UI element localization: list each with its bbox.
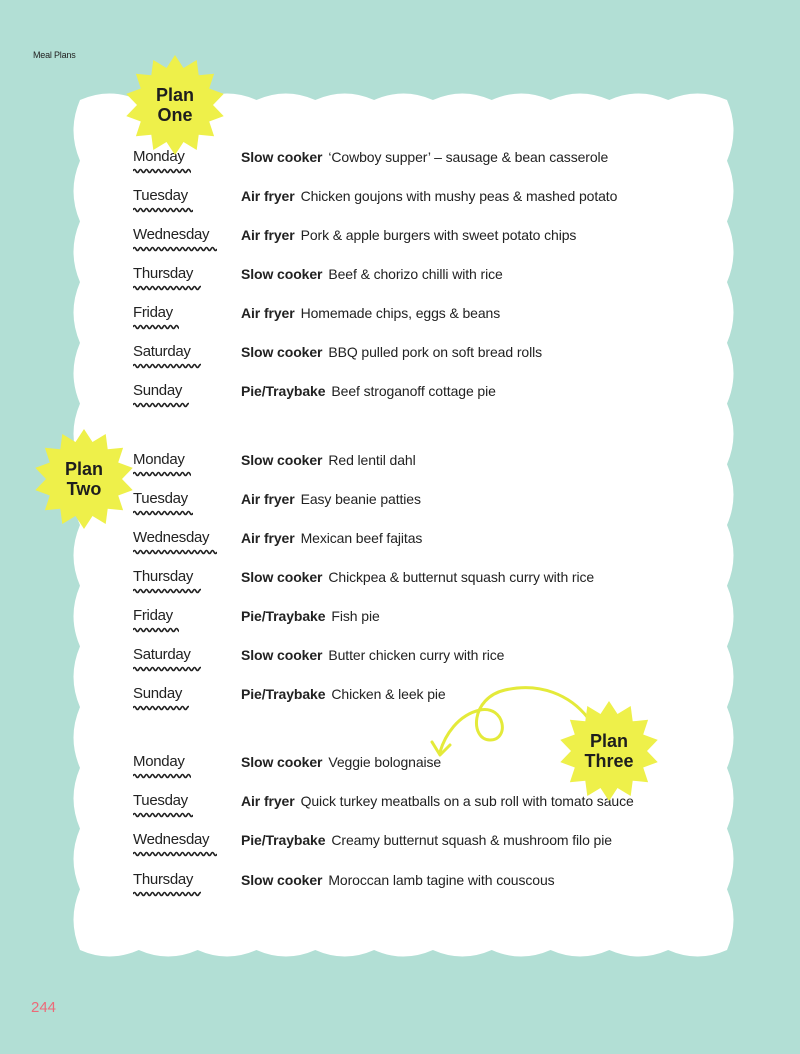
day-label: Sunday [133, 382, 183, 399]
plan-badge-label: Plan One [155, 85, 194, 125]
cooking-method: Slow cooker [241, 344, 323, 360]
meal-row [133, 187, 733, 215]
meal-description [241, 530, 422, 546]
day-label: Wednesday [133, 831, 210, 848]
day-label: Friday [133, 607, 173, 624]
meal-row [133, 451, 733, 479]
cooking-method: Air fryer [241, 530, 295, 546]
day-label: Saturday [133, 343, 191, 360]
meal-row [133, 265, 733, 293]
meal-row [133, 529, 733, 557]
meal-name: Quick turkey meatballs on a sub roll with tomato sauce [300, 793, 634, 809]
cooking-method: Air fryer [241, 305, 295, 321]
meal-row [133, 646, 733, 674]
meal-description [241, 188, 617, 204]
meal-name: BBQ pulled pork on soft bread rolls [328, 344, 542, 360]
section-header: Meal Plans [33, 50, 76, 60]
cooking-method: Pie/Traybake [241, 832, 326, 848]
meal-name: Beef stroganoff cottage pie [331, 383, 496, 399]
plan-badge [29, 424, 139, 534]
meal-description [241, 608, 380, 624]
meal-row [133, 568, 733, 596]
cooking-method: Air fryer [241, 188, 295, 204]
day-label: Wednesday [133, 226, 210, 243]
meal-name: Red lentil dahl [328, 452, 416, 468]
meal-description [241, 266, 503, 282]
meal-name: Veggie bolognaise [328, 754, 442, 770]
cooking-method: Air fryer [241, 227, 295, 243]
day-label: Tuesday [133, 792, 188, 809]
plan-badge-label: Plan Two [64, 459, 103, 499]
meal-name: Creamy butternut squash & mushroom filo pie [331, 832, 612, 848]
day-label: Thursday [133, 568, 194, 585]
day-label: Wednesday [133, 529, 210, 546]
day-label: Tuesday [133, 187, 188, 204]
day-label: Monday [133, 753, 185, 770]
meal-description [241, 754, 441, 770]
day-label: Friday [133, 304, 173, 321]
day-label: Thursday [133, 265, 194, 282]
meal-row [133, 382, 733, 410]
meal-row [133, 607, 733, 635]
meal-description [241, 872, 555, 888]
plan-badge [120, 50, 230, 160]
cooking-method: Air fryer [241, 491, 295, 507]
meal-row [133, 343, 733, 371]
meal-description [241, 305, 500, 321]
cooking-method: Pie/Traybake [241, 383, 326, 399]
day-label: Thursday [133, 871, 194, 888]
meal-row [133, 304, 733, 332]
cooking-method: Slow cooker [241, 266, 323, 282]
meal-description [241, 383, 496, 399]
cooking-method: Pie/Traybake [241, 608, 326, 624]
cooking-method: Pie/Traybake [241, 686, 326, 702]
meal-description [241, 227, 576, 243]
meal-row [133, 831, 733, 859]
meal-description [241, 344, 542, 360]
day-label: Tuesday [133, 490, 188, 507]
meal-description [241, 491, 421, 507]
meal-name: Chicken goujons with mushy peas & mashed potato [300, 188, 618, 204]
meal-name: Homemade chips, eggs & beans [300, 305, 501, 321]
meal-description [241, 149, 608, 165]
meal-description [241, 647, 504, 663]
meal-name: Beef & chorizo chilli with rice [328, 266, 503, 282]
cooking-method: Slow cooker [241, 452, 323, 468]
meal-name: Moroccan lamb tagine with couscous [328, 872, 555, 888]
cooking-method: Slow cooker [241, 569, 323, 585]
meal-name: Mexican beef fajitas [300, 530, 423, 546]
meal-name: Pork & apple burgers with sweet potato chips [300, 227, 577, 243]
plan-badge-label: Plan Three [584, 731, 634, 771]
meal-description [241, 569, 594, 585]
day-label: Saturday [133, 646, 191, 663]
meal-name: Chicken & leek pie [331, 686, 446, 702]
day-label: Monday [133, 148, 185, 165]
day-label: Sunday [133, 685, 183, 702]
meal-name: Chickpea & butternut squash curry with rice [328, 569, 595, 585]
plan-badge [554, 696, 664, 806]
meal-name: Easy beanie patties [300, 491, 421, 507]
cooking-method: Slow cooker [241, 872, 323, 888]
meal-name: Butter chicken curry with rice [328, 647, 505, 663]
cooking-method: Slow cooker [241, 754, 323, 770]
meal-row [133, 226, 733, 254]
cooking-method: Slow cooker [241, 149, 323, 165]
day-label: Monday [133, 451, 185, 468]
cooking-method: Air fryer [241, 793, 295, 809]
cooking-method: Slow cooker [241, 647, 323, 663]
meal-name: Fish pie [331, 608, 380, 624]
page-number: 244 [31, 999, 57, 1016]
meal-description [241, 686, 446, 702]
meal-description [241, 832, 612, 848]
meal-name: ‘Cowboy supper’ – sausage & bean casserole [328, 149, 609, 165]
meal-row [133, 871, 733, 899]
meal-description [241, 452, 416, 468]
meal-row [133, 490, 733, 518]
